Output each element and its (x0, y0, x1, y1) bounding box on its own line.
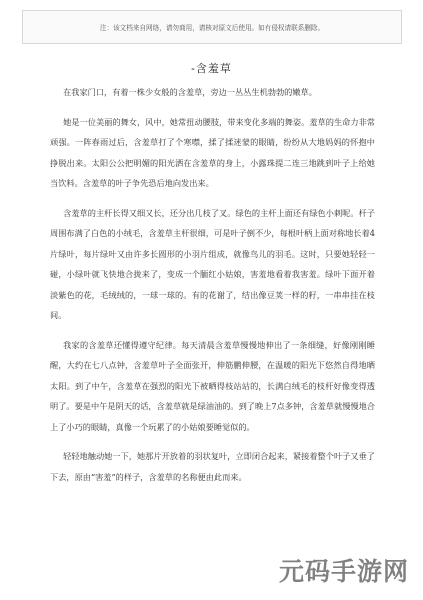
copyright-notice: 注：该文档来自网络，请勿商用，请核对原文后使用。如有侵权请联系删除。 (22, 10, 402, 44)
site-watermark: 元码手游网 (278, 557, 409, 586)
paragraph: 她是一位美丽的舞女，风中，她常扭动腰肢，带来变化多端的舞姿。羞草的生命力非常顽强。一阵春雨过后，含羞草打了个寒噤，揉了揉迷蒙的眼睛，纷纷从大地妈妈的怀抱中挣脱出来。太阳公公把明媚的阳光洒在含羞草的身上，小露珠提二连三地跳到叶子上给她当饮料。含羞草的叶子争先恐后地向发出来。 (50, 116, 375, 188)
paragraph: 轻轻地触动她一下，她那片开放着的羽状复叶，立即闭合起来，紧接着整个叶子又垂了下去，原由“害羞”的样子，含羞草的名称便由此而来。 (50, 451, 375, 482)
paragraph: 在我家门口，有着一株少女般的含羞草，旁边一丛丛生机勃勃的嫩草。 (63, 87, 317, 97)
paragraph: 我家的含羞草还懂得遵守纪律。每天清晨含羞草慢慢地伸出了一条细缝，好像刚刚睡醒，大约在七八点钟，含羞草叶子全面张开，伸筋鹏伸腰，在温暖的阳光下悠然自得地晒太阳。到了中午，含羞草在强烈的阳光下被晒得枝站站的，长满白绒毛的枝杆好像变得透明了。要是中午是阴天的话，含羞草就是绿油油的。到了晚上7点多钟，含羞草就慢慢地合上了小巧的眼睛，真像一个玩累了的小姑娘要睡觉似的。 (50, 339, 375, 432)
paragraph: 含羞草的主杆长得又细又长，还分出几枝了叉。绿色的主杆上面还有绿色小刺呢。杆子周围布满了白色的小绒毛，含羞草主杆很细，可是叶子倒不少，每根叶柄上面对称地长着4片绿叶，每片绿叶又由许多长圆形的小羽片组成，就像鸟儿的羽毛。这时，只要她轻轻一碰，小绿叶就飞快地合拢来了，变成一个腼红小姑娘，害羞地看着我害羞。绿叶下面开着淡紫色的花，毛绒绒的，一球一球的。有的花谢了，结出像豆荚一样的籽，一串串挂在枝间。 (50, 207, 375, 320)
document-title: -含羞草 (191, 62, 232, 75)
document-body (50, 82, 375, 496)
